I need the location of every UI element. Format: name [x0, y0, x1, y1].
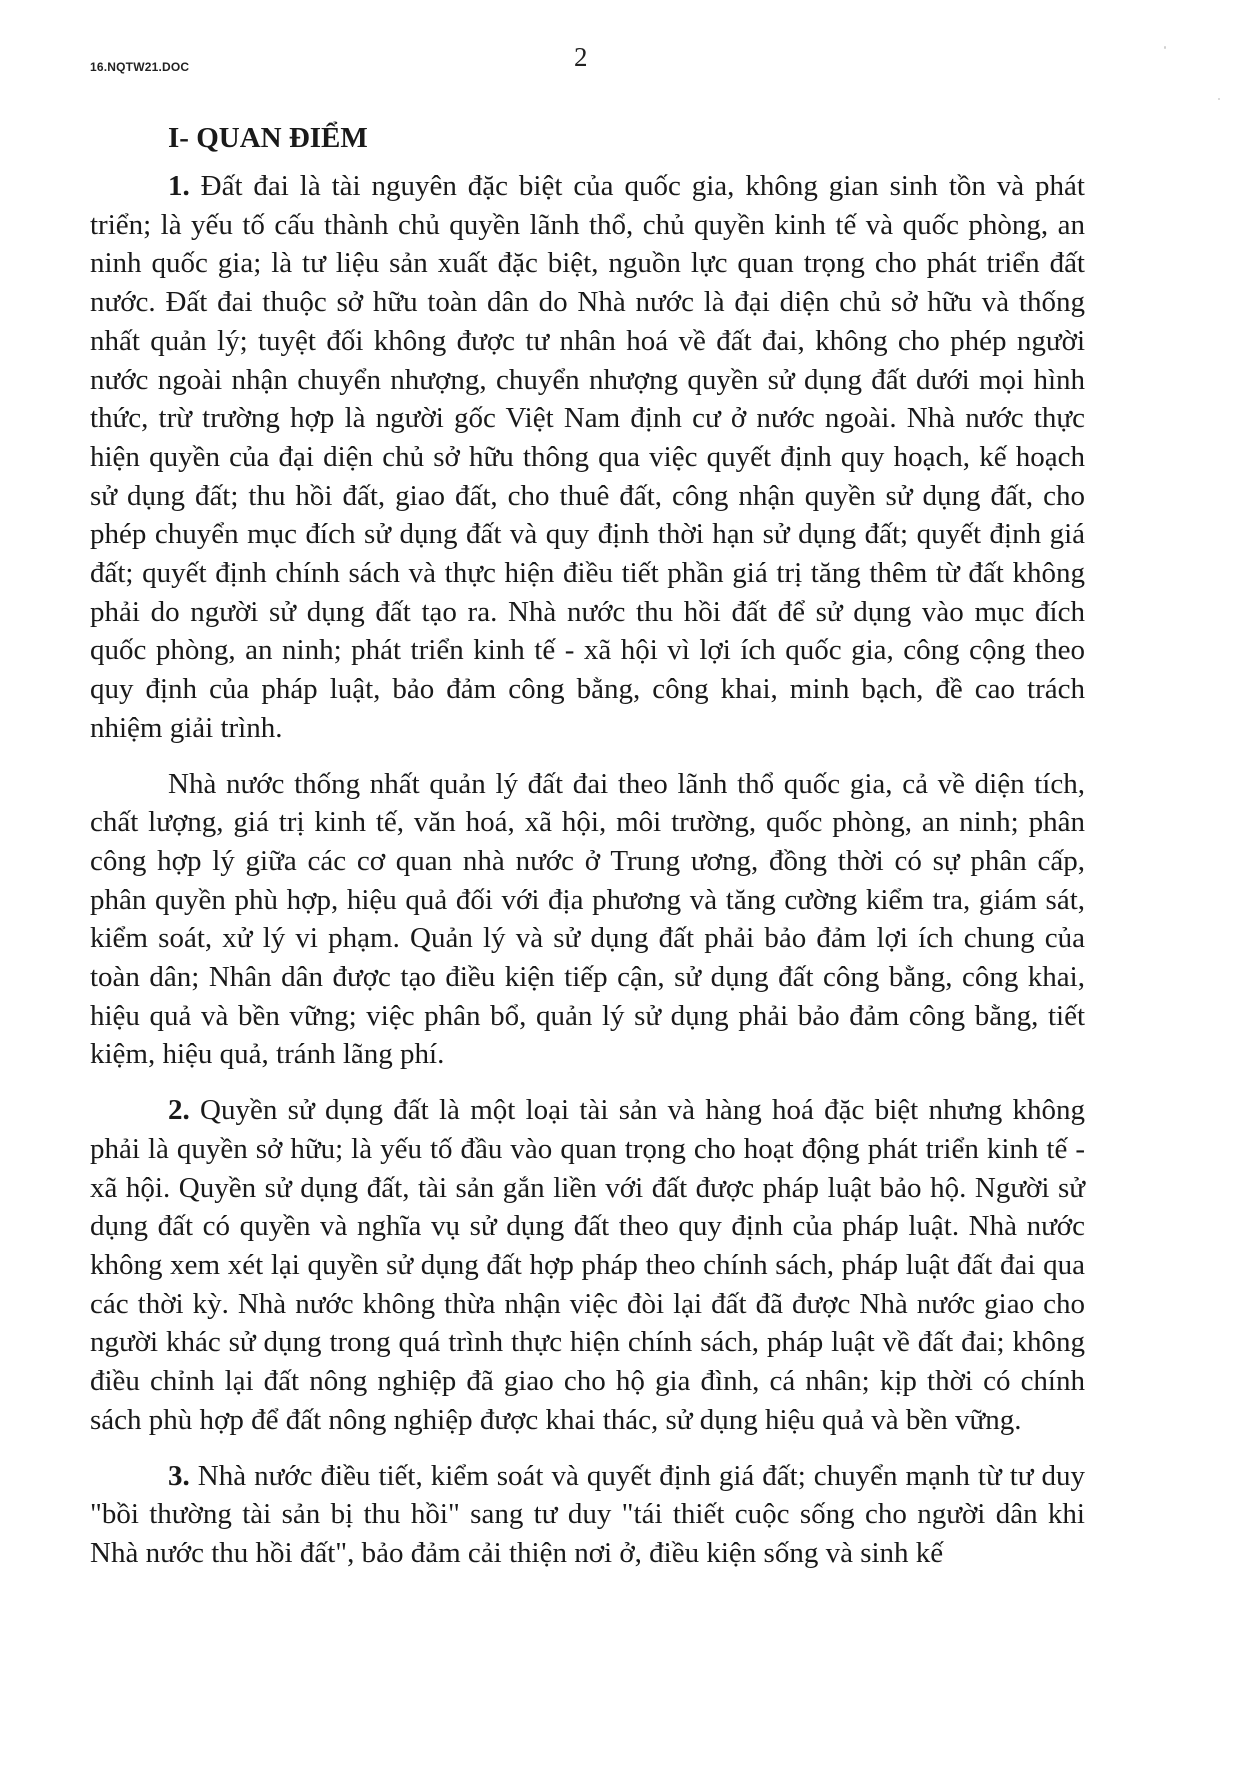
paragraph-text: Nhà nước thống nhất quản lý đất đai theo lãnh thổ quốc gia, cả về diện tích, chất lượng, giá trị kinh tế, văn hoá, xã hội, môi trường, quốc phòng, an ninh; phân công hợp lý giữa các cơ quan nhà nước ở Trung ương, đồng thời có sự phân cấp, phân quyền phù hợp, hiệu quả đối với địa phương và tăng cường kiểm tra, giám sát, kiểm soát, xử lý vi phạm. Quản lý và sử dụng đất phải bảo đảm lợi ích chung của toàn dân; Nhân dân được tạo điều kiện tiếp cận, sử dụng đất công bằng, công khai, hiệu quả và bền vững; việc phân bổ, quản lý sử dụng phải bảo đảm công bằng, tiết kiệm, hiệu quả, tránh lãng phí.: [90, 767, 1085, 1071]
section-heading: I- QUAN ĐIỂM: [168, 122, 368, 154]
page-number: 2: [574, 42, 588, 72]
scan-speck: [1218, 98, 1220, 100]
paragraph-text: Đất đai là tài nguyên đặc biệt của quốc gia, không gian sinh tồn và phát triển; là yếu tố cấu thành chủ quyền lãnh thổ, chủ quyền kinh tế và quốc phòng, an ninh quốc gia; là tư liệu sản xuất đặc biệt, nguồn lực quan trọng cho phát triển đất nước. Đất đai thuộc sở hữu toàn dân do Nhà nước là đại diện chủ sở hữu và thống nhất quản lý; tuyệt đối không được tư nhân hoá về đất đai, không cho phép người nước ngoài nhận chuyển nhượng, chuyển nhượng quyền sử dụng đất dưới mọi hình thức, trừ trường hợp là người gốc Việt Nam định cư ở nước ngoài. Nhà nước thực hiện quyền của đại diện chủ sở hữu thông qua việc quyết định quy hoạch, kế hoạch sử dụng đất; thu hồi đất, giao đất, cho thuê đất, công nhận quyền sử dụng đất, cho phép chuyển mục đích sử dụng đất và quy định thời hạn sử dụng đất; quyết định giá đất; quyết định chính sách và thực hiện điều tiết phần giá trị tăng thêm từ đất không phải do người sử dụng đất tạo ra. Nhà nước thu hồi đất để sử dụng vào mục đích quốc phòng, an ninh; phát triển kinh tế - xã hội vì lợi ích quốc gia, công cộng theo quy định của pháp luật, bảo đảm công bằng, công khai, minh bạch, đề cao trách nhiệm giải trình.: [90, 170, 1085, 744]
paragraph-number: 2.: [168, 1094, 190, 1127]
paragraph-number: 1.: [168, 170, 190, 202]
paragraph-text: Nhà nước điều tiết, kiểm soát và quyết định giá đất; chuyển mạnh từ tư duy "bồi thường tài sản bị thu hồi" sang tư duy "tái thiết cuộc sống cho người dân khi Nhà nước thu hồi đất", bảo đảm cải thiện nơi ở, điều kiện sống và sinh kế: [90, 1459, 1085, 1569]
paragraph-1: [90, 167, 1085, 748]
paragraph-text: Quyền sử dụng đất là một loại tài sản và hàng hoá đặc biệt nhưng không phải là quyền sở hữu; là yếu tố đầu vào quan trọng cho hoạt động phát triển kinh tế - xã hội. Quyền sử dụng đất, tài sản gắn liền với đất được pháp luật bảo hộ. Người sử dụng đất có quyền và nghĩa vụ sử dụng đất theo quy định của pháp luật. Nhà nước không xem xét lại quyền sử dụng đất hợp pháp theo chính sách, pháp luật đất đai qua các thời kỳ. Nhà nước không thừa nhận việc đòi lại đất đã được Nhà nước giao cho người khác sử dụng trong quá trình thực hiện chính sách, pháp luật về đất đai; không điều chỉnh lại đất nông nghiệp đã giao cho hộ gia đình, cá nhân; kịp thời có chính sách phù hợp để đất nông nghiệp được khai thác, sử dụng hiệu quả và bền vững.: [90, 1094, 1085, 1436]
paragraph-state-management: [90, 765, 1085, 1075]
paragraph-number: 3.: [168, 1459, 190, 1492]
document-code: 16.NQTW21.DOC: [90, 60, 190, 74]
document-body: [90, 118, 1085, 1590]
paragraph-2: [90, 1091, 1085, 1439]
scan-speck: [1164, 46, 1166, 49]
paragraph-3: [90, 1457, 1085, 1573]
